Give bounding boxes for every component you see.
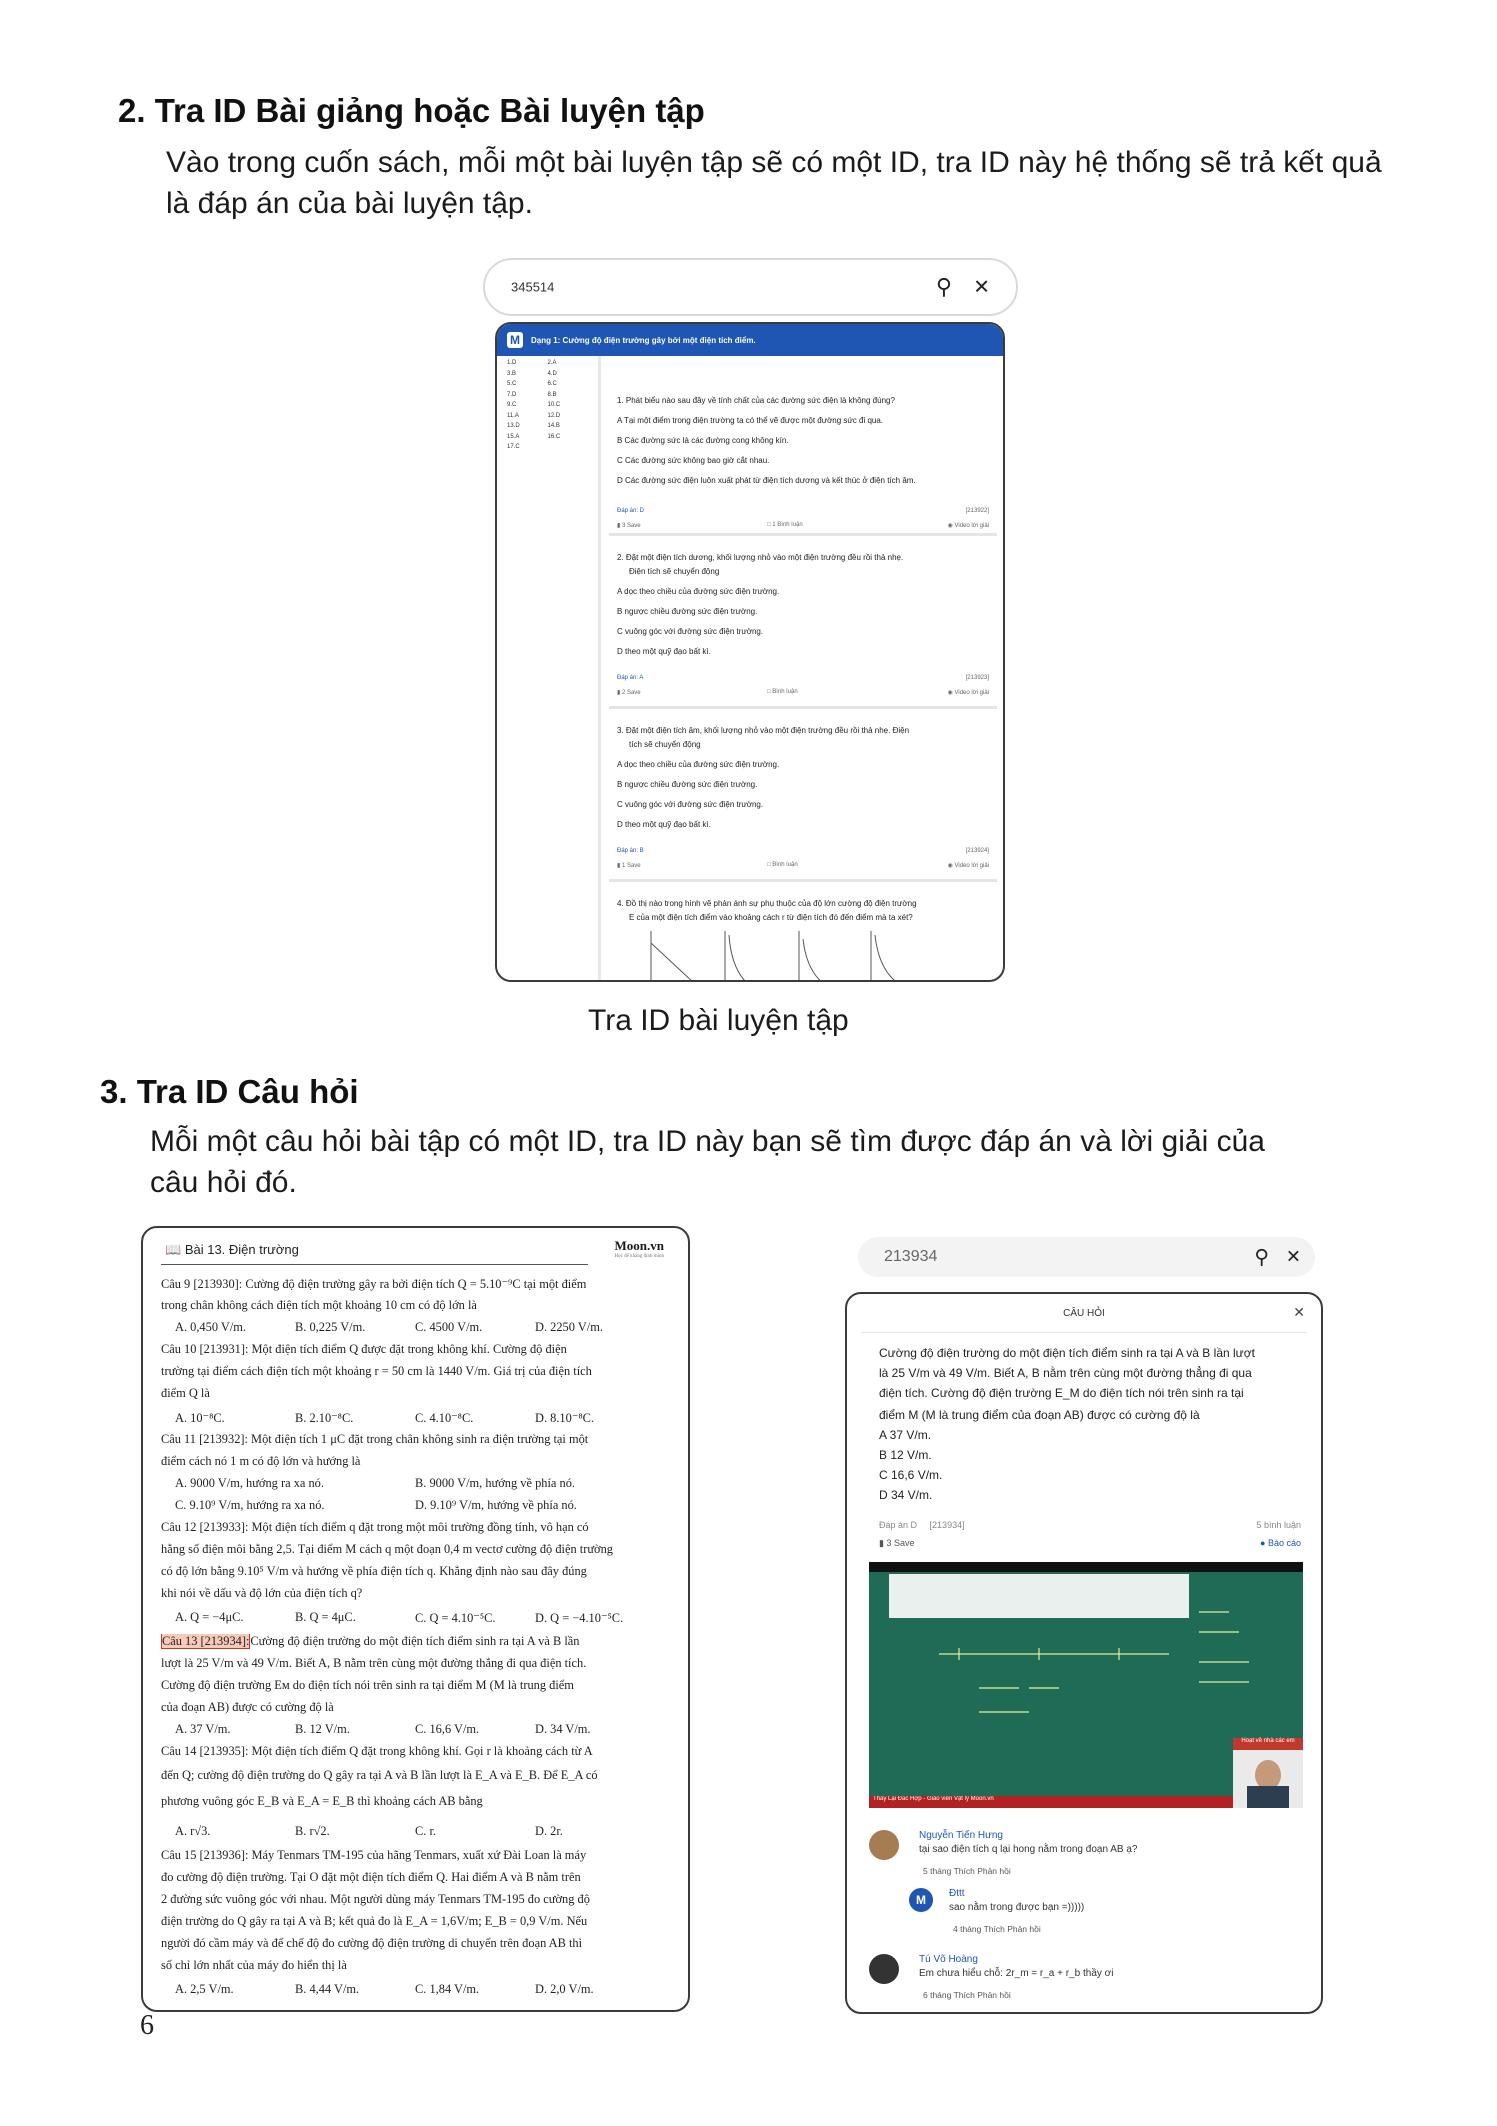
answer-key-item[interactable]: 3.B: [507, 370, 517, 377]
option-b[interactable]: B 12 V/m.: [879, 1448, 932, 1462]
doc-text: điểm cách nó 1 m có độ lớn và hướng là: [161, 1454, 361, 1468]
option-d[interactable]: D theo một quỹ đạo bất kì.: [617, 647, 711, 656]
answer-key-item[interactable]: 12.D: [547, 412, 561, 419]
comment-text: tại sao điện tích q lại hong nằm trong đoạn AB ạ?: [919, 1844, 1138, 1855]
video-badge: Hoạt về nhà các em: [1233, 1738, 1303, 1750]
question-title: 2. Đặt một điện tích dương, khối lượng nhỏ vào một điện trường đều rồi thả nhẹ.: [617, 553, 904, 562]
comment-meta[interactable]: 6 tháng Thích Phản hồi: [923, 1990, 1011, 2000]
page-number: 6: [140, 2010, 154, 2041]
question-id: [213924]: [965, 848, 989, 854]
answer-key-item[interactable]: 11.A: [507, 412, 519, 419]
doc-text: Câu 12 [213933]: Một điện tích điểm q đặt trong một môi trường đồng tính, vô hạn có: [161, 1520, 589, 1534]
option-b[interactable]: B ngược chiều đường sức điện trường.: [617, 607, 758, 616]
option-c[interactable]: C 16,6 V/m.: [879, 1468, 943, 1482]
section2-body-line1: Vào trong cuốn sách, mỗi một bài luyện tập sẽ có một ID, tra ID này hệ thống sẽ trả kết quả: [166, 146, 1382, 179]
teacher-thumbnail: [1233, 1750, 1303, 1808]
question-id: [213922]: [965, 508, 989, 514]
answer-label: Đáp án D: [879, 1520, 918, 1530]
doc-text: của đoạn AB) được có cường độ là: [161, 1700, 334, 1714]
answer-key-item[interactable]: 1.D: [507, 360, 517, 366]
graph-figures: [649, 929, 1005, 982]
doc-options: C. 9.10⁹ V/m, hướng ra xa nó. D. 9.10⁹ V/m, hướng về phía nó.: [175, 1498, 577, 1512]
answer-key-item[interactable]: 15.A: [507, 433, 520, 440]
answer-key-item[interactable]: 7.D: [507, 391, 517, 398]
answer-key-item[interactable]: 2.A: [547, 360, 557, 366]
section3-body-line1: Mỗi một câu hỏi bài tập có một ID, tra ID này bạn sẽ tìm được đáp án và lời giải của: [150, 1125, 1265, 1158]
save-button[interactable]: ▮ 3 Save: [879, 1538, 915, 1548]
question-title-cont: Điện tích sẽ chuyển động: [629, 567, 720, 576]
answer-label: Đáp án: A: [617, 675, 644, 681]
comment-text: sao nằm trong được bạn =))))): [949, 1902, 1085, 1913]
doc-text: phương vuông góc E_B và E_A = E_B thì khoảng cách AB bằng: [161, 1794, 483, 1808]
video-player[interactable]: [869, 1562, 1303, 1808]
option-d[interactable]: D 34 V/m.: [879, 1488, 933, 1502]
video-solution-button[interactable]: ◉ Video lời giải: [947, 690, 989, 696]
question-item: [609, 539, 997, 709]
doc-text: 2 đường sức vuông góc với nhau. Một người dùng máy Tenmars TM-195 đo cường độ: [161, 1892, 590, 1906]
practice-header: M Dạng 1: Cường độ điện trường gây bởi một điện tích điểm.: [497, 324, 1003, 356]
answer-key-item[interactable]: 14.B: [547, 423, 560, 429]
question-text: điện tích. Cường độ điện trường E_M do điện tích nói trên sinh ra tại: [879, 1386, 1244, 1400]
doc-options: A. 37 V/m. B. 12 V/m. C. 16,6 V/m. D. 34 V/m.: [175, 1722, 591, 1736]
question-text: Cường độ điện trường do một điện tích điểm sinh ra tại A và B lần lượt: [879, 1346, 1255, 1360]
option-d[interactable]: D theo một quỹ đạo bất kì.: [617, 820, 711, 829]
close-icon[interactable]: ✕: [1293, 1304, 1305, 1320]
practice-screenshot: [495, 322, 1005, 982]
doc-text-highlighted: Câu 13 [213934]:Cường độ điện trường do một điện tích điểm sinh ra tại A và B lần: [162, 1634, 580, 1648]
doc-options: A. 2,5 V/m. B. 4,44 V/m. C. 1,84 V/m. D. 2,0 V/m.: [175, 1982, 594, 1996]
comment-author[interactable]: Tú Võ Hoàng: [919, 1954, 978, 1965]
doc-text: Câu 9 [213930]: Cường độ điện trường gây ra bởi điện tích Q = 5.10⁻⁹C tại một điểm: [161, 1277, 587, 1291]
question-text: là 25 V/m và 49 V/m. Biết A, B nằm trên cùng một đường thẳng đi qua: [879, 1366, 1252, 1380]
close-icon[interactable]: ✕: [1285, 1246, 1301, 1267]
doc-text: hằng số điện môi bằng 2,5. Tại điểm M cách q một đoạn 0,4 m vectơ cường độ điện trường: [161, 1542, 613, 1556]
video-caption: Thầy Lại Đắc Hợp - Giáo viên Vật lý Moon.vn: [869, 1796, 1233, 1808]
textbook-page: [141, 1226, 690, 2012]
question-title-cont: E của một điện tích điểm vào khoảng cách r từ điện tích đó đến điểm mà ta xét?: [629, 913, 913, 922]
question-id-highlight: Câu 13 [213934]:: [162, 1634, 250, 1648]
comment-author[interactable]: Nguyễn Tiến Hưng: [919, 1830, 1003, 1841]
doc-options: A. 10⁻⁸C. B. 2.10⁻⁸C. C. 4.10⁻⁸C. D. 8.10⁻⁸C.: [175, 1411, 595, 1425]
avatar[interactable]: [869, 1830, 899, 1860]
comment-meta[interactable]: 4 tháng Thích Phản hồi: [953, 1924, 1041, 1934]
option-b[interactable]: B Các đường sức là các đường cong không kín.: [617, 436, 789, 445]
option-c[interactable]: C vuông góc với đường sức điện trường.: [617, 627, 764, 636]
doc-text: điểm Q là: [161, 1386, 210, 1400]
option-a[interactable]: A Tại một điểm trong điện trường ta có thể vẽ được một đường sức đi qua.: [617, 416, 884, 425]
doc-text: điện trường do Q gây ra tại A và B; kết quả đo là E_A = 1,6V/m; E_B = 0,9 V/m. Nếu: [161, 1914, 588, 1928]
doc-text: khi nói về dấu và độ lớn của điện tích q?: [161, 1586, 363, 1600]
search-input[interactable]: 213934: [884, 1248, 938, 1265]
doc-options: A. 0,450 V/m. B. 0,225 V/m. C. 4500 V/m. D. 2250 V/m.: [175, 1320, 603, 1334]
answer-key-item[interactable]: 8.B: [547, 391, 557, 398]
comment-button[interactable]: □ Bình luận: [767, 862, 798, 868]
doc-text: Câu 14 [213935]: Một điện tích điểm Q đặt trong không khí. Gọi r là khoảng cách từ A: [161, 1744, 593, 1758]
search-icon[interactable]: ⚲: [935, 274, 952, 299]
doc-text: có độ lớn bằng 9.10⁵ V/m và hướng về phía điện tích q. Khẳng định nào sau đây đúng: [161, 1564, 587, 1578]
doc-text: lượt là 25 V/m và 49 V/m. Biết A, B nằm trên cùng một đường thẳng đi qua điện tích.: [161, 1656, 587, 1670]
comment-text: Em chưa hiểu chỗ: 2r_m = r_a + r_b thầy ơi: [919, 1968, 1114, 1979]
report-button[interactable]: ● Báo cáo: [1260, 1538, 1301, 1548]
doc-options: A. r√3. B. r√2. C. r. D. 2r.: [175, 1824, 563, 1838]
answer-key-item[interactable]: 4.D: [547, 370, 557, 377]
answer-key-grid: [497, 356, 601, 980]
option-c[interactable]: C vuông góc với đường sức điện trường.: [617, 800, 764, 809]
doc-text: đo cường độ điện trường. Tại O đặt một điện tích điểm Q. Hai điểm A và B nằm trên: [161, 1870, 581, 1884]
save-button[interactable]: ▮ 1 Save: [617, 863, 641, 869]
option-a[interactable]: A 37 V/m.: [879, 1428, 932, 1442]
question-title-cont: tích sẽ chuyển động: [629, 740, 701, 749]
video-solution-button[interactable]: ◉ Video lời giải: [947, 523, 989, 529]
option-d[interactable]: D Các đường sức điện luôn xuất phát từ điện tích dương và kết thúc ở điện tích âm.: [617, 476, 916, 485]
search-bar-2[interactable]: [858, 1237, 1315, 1277]
option-a[interactable]: A dọc theo chiều của đường sức điện trường.: [617, 587, 780, 596]
comment-button[interactable]: □ 1 Bình luận: [767, 522, 803, 528]
question-title: 1. Phát biểu nào sau đây về tính chất của các đường sức điện là không đúng?: [617, 396, 895, 405]
question-list: [609, 356, 997, 980]
section2-heading: 2. Tra ID Bài giảng hoặc Bài luyện tập: [118, 92, 705, 129]
doc-text: trong chân không cách điện tích một khoảng 10 cm có độ lớn là: [161, 1298, 477, 1312]
question-id: [213923]: [965, 675, 989, 681]
doc-options: A. Q = −4μC. B. Q = 4μC. C. Q = 4.10⁻⁵C. D. Q = −4.10⁻⁵C.: [175, 1610, 624, 1625]
doc-options: A. 9000 V/m, hướng ra xa nó. B. 9000 V/m, hướng về phía nó.: [175, 1476, 576, 1490]
answer-label: Đáp án: B: [617, 848, 644, 854]
moon-logo-icon: M: [507, 332, 523, 348]
section3-body-line2: câu hỏi đó.: [150, 1166, 297, 1199]
doc-text: Câu 11 [213932]: Một điện tích 1 μC đặt trong chân không sinh ra điện trường tại một: [161, 1432, 589, 1446]
section3-heading: 3. Tra ID Câu hỏi: [100, 1073, 359, 1110]
doc-text: người đó cầm máy và để chế độ đo cường độ điện trường di chuyển trên đoạn AB thì: [161, 1936, 583, 1950]
figure-caption: Tra ID bài luyện tập: [588, 1004, 849, 1037]
answer-key-item[interactable]: 16.C: [547, 433, 561, 440]
video-solution-button[interactable]: ◉ Video lời giải: [947, 863, 989, 869]
question-item: [609, 885, 997, 982]
answer-key-item[interactable]: 9.C: [507, 402, 517, 408]
comment-button[interactable]: □ Bình luận: [767, 689, 798, 695]
doc-text: Cường độ điện trường Eм do điện tích nói trên sinh ra tại điểm M (M là trung điểm: [161, 1678, 574, 1692]
option-c[interactable]: C Các đường sức không bao giờ cắt nhau.: [617, 456, 770, 465]
question-title: 4. Đồ thị nào trong hình vẽ phản ánh sự phụ thuộc của độ lớn cường độ điện trường: [617, 899, 917, 908]
answer-key-item[interactable]: 17.C: [507, 444, 520, 450]
comment-author[interactable]: Đttt: [949, 1888, 965, 1899]
save-button[interactable]: ▮ 2 Save: [617, 690, 641, 696]
question-item: [609, 712, 997, 882]
doc-text: đến Q; cường độ điện trường do Q gây ra tại A và B lần lượt là E_A và E_B. Để E_A có: [161, 1768, 598, 1782]
doc-text: số chỉ lớn nhất của máy đo hiển thị là: [161, 1958, 347, 1972]
avatar[interactable]: M: [909, 1888, 933, 1912]
question-title: 3. Đặt một điện tích âm, khối lượng nhỏ vào một điện trường đều rồi thả nhẹ. Điện: [617, 726, 910, 735]
avatar[interactable]: [869, 1954, 899, 1984]
question-text: điểm M (M là trung điểm của đoạn AB) được có cường độ là: [879, 1408, 1200, 1422]
question-panel: [845, 1292, 1323, 2014]
answer-key-item[interactable]: 13.D: [507, 423, 520, 429]
save-button[interactable]: ▮ 3 Save: [617, 523, 641, 529]
brand-logo: Moon.vn Học để khẳng định mình: [614, 1238, 664, 1259]
section2-body-line2: là đáp án của bài luyện tập.: [166, 187, 533, 220]
doc-text: Câu 10 [213931]: Một điện tích điểm Q được đặt trong không khí. Cường độ điện: [161, 1342, 567, 1356]
answer-label: Đáp án: D: [617, 508, 645, 514]
comment-meta[interactable]: 5 tháng Thích Phản hồi: [923, 1866, 1011, 1876]
question-id: [213934]: [929, 1520, 965, 1530]
answer-key-item[interactable]: 5.C: [507, 381, 517, 387]
search-bar-1[interactable]: [483, 258, 1018, 316]
comments-count[interactable]: 5 bình luận: [1256, 1520, 1301, 1530]
answer-key-item[interactable]: 6.C: [547, 381, 557, 387]
doc-text: Câu 15 [213936]: Máy Tenmars TM-195 của hãng Tenmars, xuất xứ Đài Loan là máy: [161, 1848, 587, 1862]
close-icon[interactable]: ✕: [973, 276, 990, 299]
panel-title: CÂU HỎI: [1063, 1308, 1105, 1319]
search-input[interactable]: 345514: [511, 279, 555, 295]
page-title: 📖 Bài 13. Điện trường: [165, 1242, 299, 1257]
question-item: [609, 356, 997, 536]
search-icon[interactable]: ⚲: [1254, 1246, 1269, 1269]
option-a[interactable]: A dọc theo chiều của đường sức điện trường.: [617, 760, 780, 769]
doc-text: trường tại điểm cách điện tích một khoảng r = 50 cm là 1440 V/m. Giá trị của điện tích: [161, 1364, 592, 1378]
option-b[interactable]: B ngược chiều đường sức điện trường.: [617, 780, 758, 789]
answer-key-item[interactable]: 10.C: [547, 402, 561, 408]
